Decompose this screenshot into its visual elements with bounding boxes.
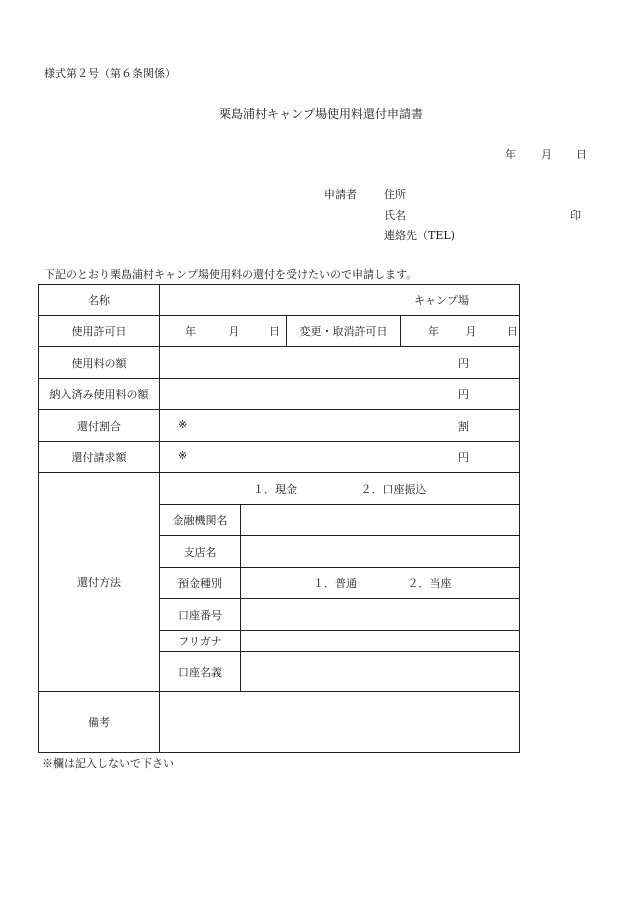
row-name [39, 285, 520, 316]
ratio-field[interactable] [160, 410, 520, 442]
row-ratio [39, 410, 520, 442]
row-paid [39, 379, 520, 410]
contact-label: 連絡先（TEL) [384, 229, 455, 242]
paid-label: 納入済み使用料の額 [39, 379, 160, 410]
claim-field[interactable] [160, 442, 520, 473]
holder-field[interactable] [241, 652, 520, 692]
date-month: 月 [541, 148, 552, 161]
remarks-label: 備考 [39, 692, 160, 753]
ratio-label: 還付割合 [39, 410, 160, 442]
option-transfer[interactable]: ２．口座振込 [360, 482, 427, 496]
fee-field[interactable]: 円 [160, 347, 520, 379]
deposit-type-field[interactable] [241, 568, 520, 599]
footnote: ※欄は記入しないで下さい [42, 757, 174, 770]
permit-date-label: 使用許可日 [39, 316, 160, 347]
form-number: 様式第２号（第６条関係） [44, 67, 176, 80]
seal-mark: 印 [570, 209, 581, 222]
change-month: 月 [465, 325, 477, 338]
row-dates [39, 316, 520, 347]
method-choice[interactable] [160, 473, 520, 505]
date-year: 年 [505, 148, 516, 161]
change-year: 年 [428, 325, 439, 338]
permit-date-field[interactable] [160, 316, 287, 347]
branch-label: 支店名 [160, 536, 241, 568]
option-current[interactable]: ２．当座 [407, 577, 452, 590]
remarks-field[interactable] [160, 692, 520, 753]
permit-month: 月 [228, 325, 240, 338]
change-date-label: 変更・取消許可日 [287, 316, 401, 347]
row-claim [39, 442, 520, 473]
option-cash[interactable]: １．現金 [253, 482, 297, 496]
row-method-choice [39, 473, 520, 505]
row-remarks [39, 692, 520, 753]
name-label-cell: 名称 [39, 285, 160, 316]
row-fee [39, 347, 520, 379]
document-title: 栗島浦村キャンプ場使用料還付申請書 [219, 107, 424, 121]
application-table [38, 284, 520, 753]
intro-text: 下記のとおり栗島浦村キャンプ場使用料の還付を受けたいので申請します。 [44, 268, 418, 281]
change-day: 日 [507, 325, 518, 338]
account-no-label: 口座番号 [160, 599, 241, 631]
holder-label: 口座名義 [160, 652, 241, 692]
option-ordinary[interactable]: １．普通 [313, 577, 357, 590]
ratio-unit: 割 [458, 419, 469, 433]
bank-field[interactable] [241, 505, 520, 536]
claim-label: 還付請求額 [39, 442, 160, 473]
method-label: 還付方法 [39, 473, 160, 692]
claim-mark: ※ [178, 449, 188, 462]
permit-day: 日 [269, 325, 280, 338]
address-label: 住所 [384, 188, 406, 201]
account-no-field[interactable] [241, 599, 520, 631]
date-day: 日 [576, 148, 587, 161]
paid-field[interactable]: 円 [160, 379, 520, 410]
claim-unit: 円 [458, 451, 469, 464]
deposit-type-label: 預金種別 [160, 568, 241, 599]
bank-label: 金融機関名 [160, 505, 241, 536]
applicant-label: 申請者 [324, 188, 357, 201]
fee-label: 使用料の額 [39, 347, 160, 379]
furigana-label: フリガナ [160, 631, 241, 652]
ratio-mark: ※ [178, 417, 188, 431]
change-date-field[interactable] [401, 316, 520, 347]
name-label: 氏名 [384, 209, 406, 222]
permit-year: 年 [185, 325, 196, 338]
name-value-cell[interactable]: キャンプ場 [160, 285, 520, 316]
furigana-field[interactable] [241, 631, 520, 652]
branch-field[interactable] [241, 536, 520, 568]
